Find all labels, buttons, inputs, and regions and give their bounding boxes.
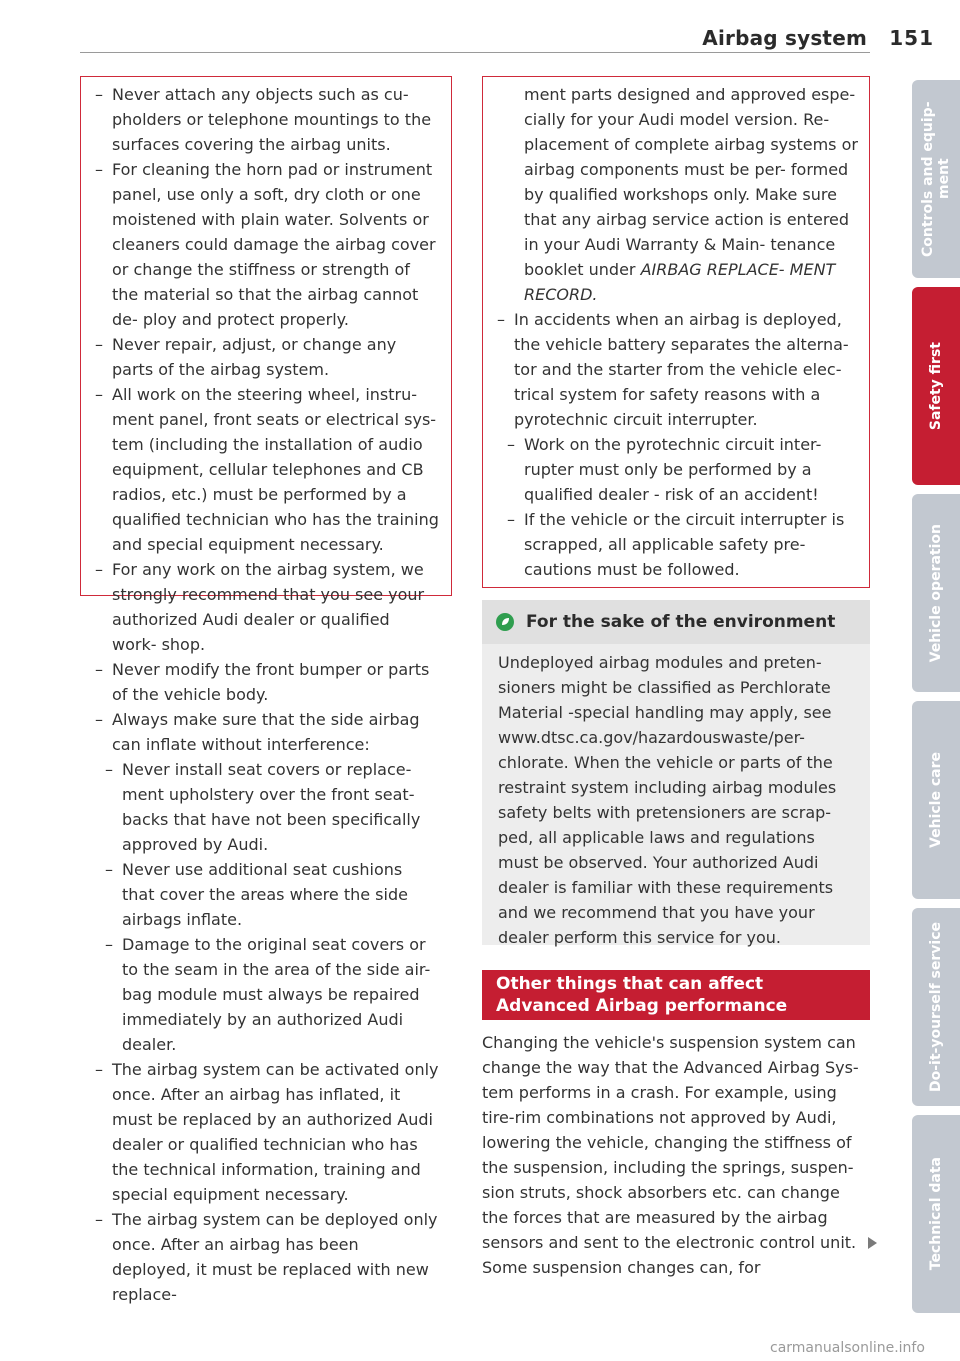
sub-list-item: – Never install seat covers or replace- ment upholstery over the front seat- backs that have not been specifically approved by Audi.: [105, 757, 439, 857]
continued-text-italic: AIRBAG REPLACE- MENT RECORD.: [524, 260, 836, 304]
leaf-icon: [496, 613, 514, 631]
header-title: Airbag system: [702, 26, 867, 50]
tab-vehicle-care[interactable]: [912, 701, 960, 899]
list-item: – For cleaning the horn pad or instrument panel, use only a soft, dry cloth or one moistened with plain water. Solvents or cleaners could damage the airbag cover or change the stiffness or strength of the material so that the airbag cannot de- ploy and protect properly.: [95, 157, 439, 332]
continue-arrow-icon: [868, 1237, 877, 1249]
tab-label: Do-it-yourself service: [928, 921, 944, 1092]
sub-list-item: – Work on the pyrotechnic circuit inter- rupter must only be performed by a qualified dealer - risk of an accident!: [507, 432, 859, 507]
tab-technical-data[interactable]: [912, 1115, 960, 1313]
environment-note: [482, 600, 870, 945]
header-divider: [80, 52, 870, 53]
environment-note-body: Undeployed airbag modules and preten- sioners might be classified as Perchlorate Material -special handling may apply, see www.dtsc.ca.gov/hazardouswaste/per- chlorate. When the vehicle or parts of the restraint system including airbag modules safety belts with pretensioners are scrap- ped, all applicable laws and regulations must be observed. Your authorized Audi dealer is familiar with these requirements and we recommend that you have your dealer perform this service for you.: [498, 653, 837, 947]
tab-safety-first[interactable]: [912, 287, 960, 485]
tab-label: Controls and equip- ment: [920, 101, 952, 257]
list-item: – Never repair, adjust, or change any parts of the airbag system.: [95, 332, 439, 382]
watermark: carmanualsonline.info: [770, 1340, 925, 1356]
tab-label: Safety first: [928, 341, 944, 431]
sub-list-item: – Never use additional seat cushions that cover the areas where the side airbags inflate.: [105, 857, 439, 932]
list-item: – All work on the steering wheel, instru- ment panel, front seats or electrical sys- tem (including the installation of audio equipment, cellular telephones and CB radios, etc.) must be performed by a qualified technician who has the training and special equipment necessary.: [95, 382, 439, 557]
tab-label: Technical data: [928, 1157, 944, 1271]
sub-list-item: – If the vehicle or the circuit interrupter is scrapped, all applicable safety pre- cautions must be followed.: [507, 507, 859, 582]
warning-box-right: [482, 76, 870, 588]
sub-list-item: – Damage to the original seat covers or to the seam in the area of the side air- bag module must always be repaired immediately by an authorized Audi dealer.: [105, 932, 439, 1057]
sub-list: [95, 757, 439, 1057]
list-item: – The airbag system can be deployed only once. After an airbag has been deployed, it must be replaced with new replace-: [95, 1207, 439, 1307]
list-item: – For any work on the airbag system, we strongly recommend that you see your authorized Audi dealer or qualified work- shop.: [95, 557, 439, 657]
list-item: – Never modify the front bumper or parts of the vehicle body.: [95, 657, 439, 707]
list-item: – Always make sure that the side airbag can inflate without interference:: [95, 707, 439, 757]
section-body: Changing the vehicle's suspension system can change the way that the Advanced Airbag Sys- tem performs in a crash. For example, using tire-rim combinations not approved by Audi, lowering the vehicle, changing the stiffness of the suspension, including the springs, suspen- sion struts, shock absorbers etc. can change the forces that are measured by the airbag sensors and sent to the electronic control unit. Some suspension changes can, for: [482, 1033, 859, 1277]
tab-vehicle-operation[interactable]: [912, 494, 960, 692]
tab-do-it-yourself-service[interactable]: [912, 908, 960, 1106]
environment-note-title: For the sake of the environment: [526, 611, 836, 632]
continued-text: [497, 82, 859, 307]
tab-label: Vehicle care: [928, 752, 944, 848]
list-item: – In accidents when an airbag is deployed, the vehicle battery separates the alterna- tor and the starter from the vehicle elec- trical system for safety reasons with a pyrotechnic circuit interrupter.: [497, 307, 859, 432]
list-item: – The airbag system can be activated only once. After an airbag has inflated, it must be replaced by an authorized Audi dealer or qualified technician who has the technical information, training and special equipment necessary.: [95, 1057, 439, 1207]
continued-text-plain: ment parts designed and approved espe- cially for your Audi model version. Re- placement of complete airbag systems or airbag components must be per- formed by qualified workshops only. Make sure that any airbag service action is entered in your Audi Warranty & Main- tenance booklet under: [524, 85, 858, 279]
environment-note-header: [482, 600, 870, 644]
section-heading: Other things that can affect Advanced Airbag performance: [482, 970, 870, 1020]
tab-label: Vehicle operation: [928, 523, 944, 663]
sub-list: [497, 432, 859, 582]
list-item: – Never attach any objects such as cu- pholders or telephone mountings to the surfaces covering the airbag units.: [95, 82, 439, 157]
page-number: 151: [889, 26, 934, 50]
warning-box-left: [80, 76, 452, 1304]
tab-controls-and-equipment[interactable]: [912, 80, 960, 278]
